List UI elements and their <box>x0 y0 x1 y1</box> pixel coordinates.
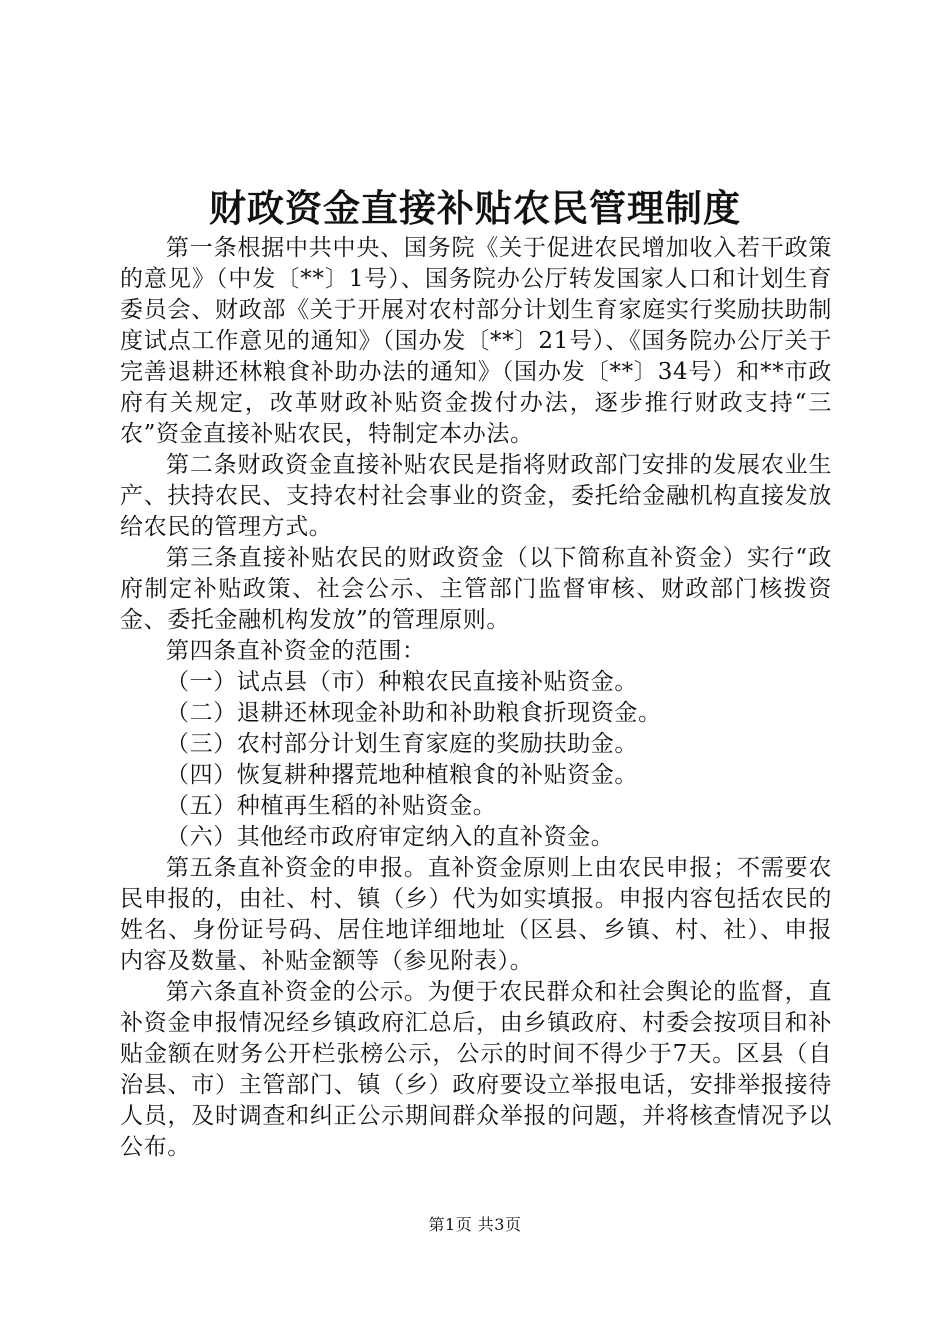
article-5-paragraph: 第五条直补资金的申报。直补资金原则上由农民申报；不需要农民申报的，由社、村、镇（乡）代为如实填报。申报内容包括农民的姓名、身份证号码、居住地详细地址（区县、乡镇、村、社）、申报内容及数量、补贴金额等（参见附表）。 <box>120 855 832 974</box>
scope-item-4: （四）恢复耕种撂荒地种植粮食的补贴资金。 <box>166 762 638 788</box>
scope-item-3: （三）农村部分计划生育家庭的奖励扶助金。 <box>166 731 638 757</box>
document-body <box>120 233 832 1163</box>
article-1-paragraph: 第一条根据中共中央、国务院《关于促进农民增加收入若干政策的意见》（中发〔**〕1号）、国务院办公厅转发国家人口和计划生育委员会、财政部《关于开展对农村部分计划生育家庭实行奖励扶助制度试点工作意见的通知》（国办发〔**〕21号）、《国务院办公厅关于完善退耕还林粮食补助办法的通知》（国办发〔**〕34号）和**市政府有关规定，改革财政补贴资金拨付办法，逐步推行财政支持“三农”资金直接补贴农民，特制定本办法。 <box>120 235 832 447</box>
article-2-paragraph: 第二条财政资金直接补贴农民是指将财政部门安排的发展农业生产、扶持农民、支持农村社会事业的资金，委托给金融机构直接发放给农民的管理方式。 <box>120 452 832 540</box>
scope-item-1: （一）试点县（市）种粮农民直接补贴资金。 <box>166 669 638 695</box>
scope-item-5: （五）种植再生稻的补贴资金。 <box>166 793 497 819</box>
article-3-paragraph: 第三条直接补贴农民的财政资金（以下简称直补资金）实行“政府制定补贴政策、社会公示、主管部门监督审核、财政部门核拨资金、委托金融机构发放”的管理原则。 <box>120 545 832 633</box>
article-4-heading: 第四条直补资金的范围： <box>166 638 426 664</box>
page-number-footer: 第1页 共3页 <box>428 1215 522 1234</box>
scope-item-2: （二）退耕还林现金补助和补助粮食折现资金。 <box>166 700 662 726</box>
scope-item-6: （六）其他经市政府审定纳入的直补资金。 <box>166 824 615 850</box>
document-title: 财政资金直接补贴农民管理制度 <box>209 187 741 230</box>
article-6-paragraph: 第六条直补资金的公示。为便于农民群众和社会舆论的监督，直补资金申报情况经乡镇政府汇总后，由乡镇政府、村委会按项目和补贴金额在财务公开栏张榜公示，公示的时间不得少于7天。区县（自治县、市）主管部门、镇（乡）政府要设立举报电话，安排举报接待人员，及时调查和纠正公示期间群众举报的问题，并将核查情况予以公布。 <box>120 979 832 1160</box>
